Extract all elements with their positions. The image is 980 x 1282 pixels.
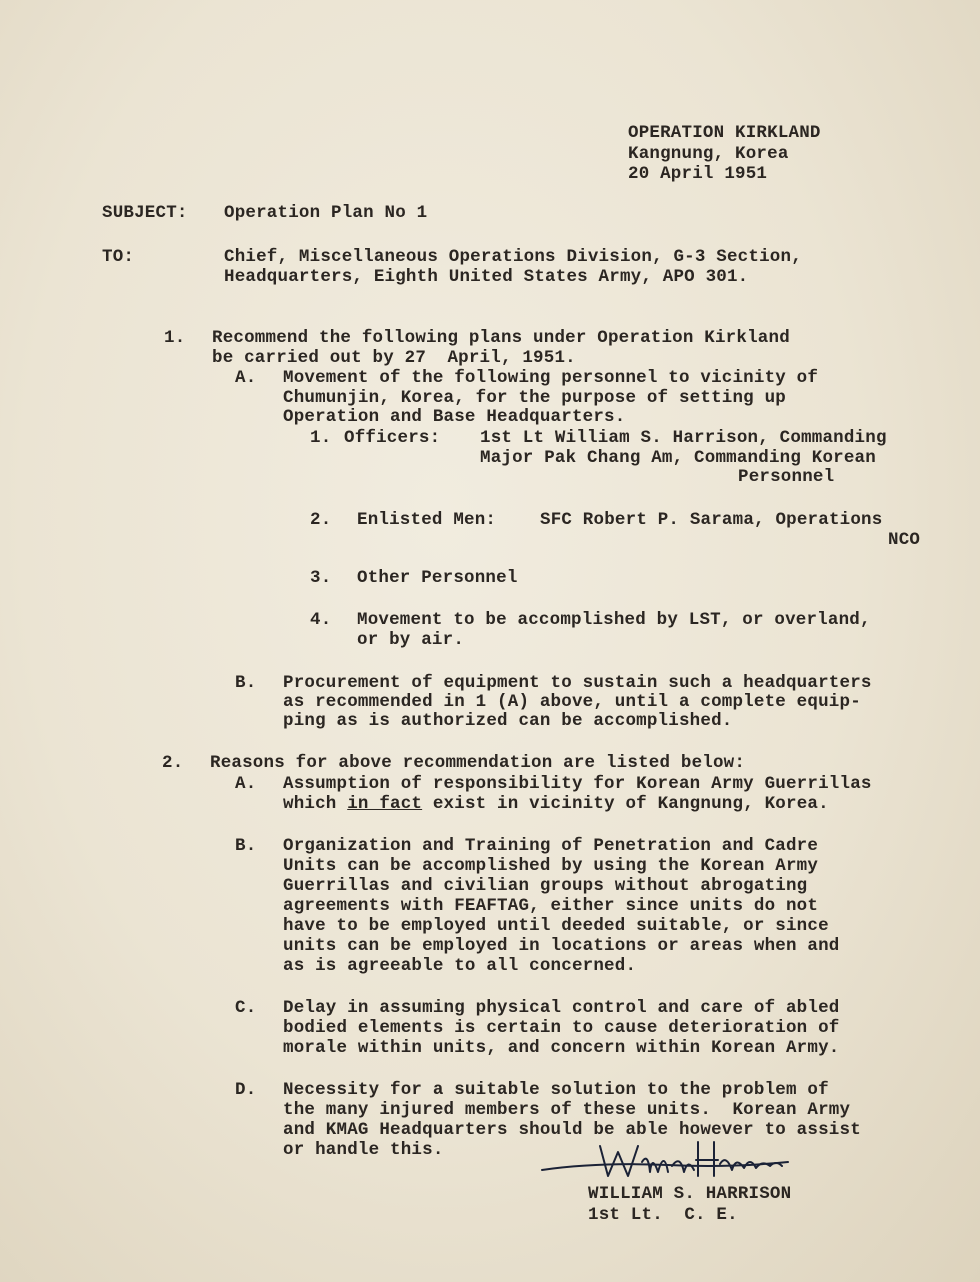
header-location: Kangnung, Korea — [628, 144, 789, 164]
enlisted-line: SFC Robert P. Sarama, Operations — [540, 510, 883, 530]
movement-line: Movement to be accomplished by LST, or overland, — [357, 610, 871, 630]
movement-number: 4. — [310, 610, 332, 630]
officers-line: 1st Lt William S. Harrison, Commanding — [480, 428, 887, 448]
handwritten-signature — [538, 1132, 798, 1192]
para2a-line-post: exist in vicinity of Kangnung, Korea. — [422, 794, 829, 814]
signer-rank: 1st Lt. C. E. — [588, 1205, 738, 1225]
para2b-letter: B. — [235, 836, 257, 856]
para2d-line: and KMAG Headquarters should be able however to assist — [283, 1120, 861, 1140]
para2b-line: Units can be accomplished by using the Korean Army — [283, 856, 819, 876]
para2c-line: morale within units, and concern within Korean Army. — [283, 1038, 840, 1058]
other-personnel-text: Other Personnel — [357, 568, 518, 588]
para2b-line: as is agreeable to all concerned. — [283, 956, 637, 976]
para2c-letter: C. — [235, 998, 257, 1018]
signer-name: WILLIAM S. HARRISON — [588, 1184, 792, 1204]
para1-line: be carried out by 27 April, 1951. — [212, 348, 576, 368]
para1-line: Recommend the following plans under Operation Kirkland — [212, 328, 790, 348]
para1a-line: Movement of the following personnel to vicinity of — [283, 368, 819, 388]
para2a-line: Assumption of responsibility for Korean Army Guerrillas — [283, 774, 872, 794]
para2d-letter: D. — [235, 1080, 257, 1100]
para2-line: Reasons for above recommendation are listed below: — [210, 753, 746, 773]
emphasis-in-fact: in fact — [347, 794, 423, 814]
movement-line: or by air. — [357, 630, 465, 650]
para1b-line: as recommended in 1 (A) above, until a complete equip- — [283, 692, 861, 712]
enlisted-line: NCO — [888, 530, 921, 550]
para1a-line: Chumunjin, Korea, for the purpose of setting up — [283, 388, 786, 408]
to-line: Chief, Miscellaneous Operations Division, G-3 Section, — [224, 247, 802, 267]
officers-number: 1. — [310, 428, 332, 448]
subject-label: SUBJECT: — [102, 203, 188, 223]
other-personnel-number: 3. — [310, 568, 332, 588]
officers-line: Major Pak Chang Am, Commanding Korean — [480, 448, 876, 468]
to-label: TO: — [102, 247, 135, 267]
header-operation: OPERATION KIRKLAND — [628, 123, 821, 143]
para1b-line: ping as is authorized can be accomplished. — [283, 711, 733, 731]
para2b-line: agreements with FEAFTAG, either since units do not — [283, 896, 819, 916]
to-line: Headquarters, Eighth United States Army, APO 301. — [224, 267, 749, 287]
header-date: 20 April 1951 — [628, 164, 768, 184]
para2b-line: units can be employed in locations or areas when and — [283, 936, 840, 956]
subject-text: Operation Plan No 1 — [224, 203, 428, 223]
para2b-line: Guerrillas and civilian groups without abrogating — [283, 876, 808, 896]
para2d-line: or handle this. — [283, 1140, 444, 1160]
para1a-letter: A. — [235, 368, 257, 388]
para2-number: 2. — [162, 753, 184, 773]
enlisted-label: Enlisted Men: — [357, 510, 497, 530]
para2c-line: bodied elements is certain to cause deterioration of — [283, 1018, 840, 1038]
para2d-line: the many injured members of these units. Korean Army — [283, 1100, 851, 1120]
para2b-line: have to be employed until deeded suitable, or since — [283, 916, 829, 936]
para2b-line: Organization and Training of Penetration and Cadre — [283, 836, 819, 856]
officers-label: Officers: — [344, 428, 441, 448]
para2a-line-pre: which — [283, 794, 348, 814]
para1-number: 1. — [164, 328, 186, 348]
officers-line: Personnel — [738, 467, 835, 487]
para2d-line: Necessity for a suitable solution to the problem of — [283, 1080, 829, 1100]
para2a-line — [283, 794, 829, 814]
para1b-letter: B. — [235, 673, 257, 693]
para1a-line: Operation and Base Headquarters. — [283, 407, 626, 427]
para1b-line: Procurement of equipment to sustain such a headquarters — [283, 673, 872, 693]
enlisted-number: 2. — [310, 510, 332, 530]
para2c-line: Delay in assuming physical control and care of abled — [283, 998, 840, 1018]
para2a-letter: A. — [235, 774, 257, 794]
